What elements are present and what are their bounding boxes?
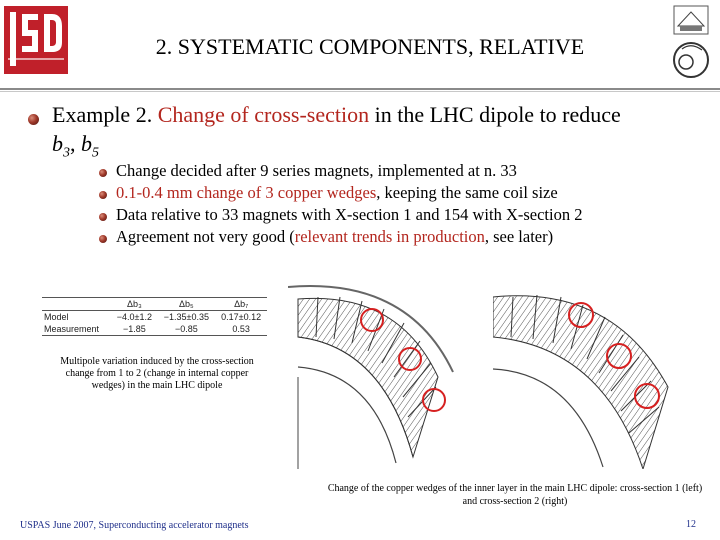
coil-cross-section-2-figure [493,277,713,469]
bullet-icon [28,114,39,125]
b3-symbol: $b_3$ [52,131,70,161]
coil-cross-section-1-figure [288,277,508,469]
table-row: Measurement −1.85 −0.85 0.53 [42,323,267,336]
title-divider-shadow [0,91,720,92]
bullet-icon [99,191,107,199]
page-number: 12 [686,519,696,530]
figure-caption: Change of the copper wedges of the inner layer in the main LHC dipole: cross-section 1 (left) and cross-section 2 (right) [327,483,703,507]
sub-bullet-1: Change decided after 9 series magnets, implemented at n. 33 [116,161,517,180]
footer-text: USPAS June 2007, Superconducting accelerator magnets [20,520,249,531]
title-divider [0,88,720,90]
bullet-icon [99,213,107,221]
b5-symbol: $b_5$ [81,131,99,161]
main-bullet-part3: in the LHC dipole to reduce [369,102,621,127]
bullet-icon [99,235,107,243]
sub-bullet-4: Agreement not very good (relevant trends in production, see later) [116,227,554,246]
bullet-icon [99,169,107,177]
table-caption: Multipole variation induced by the cross-section change from 1 to 2 (change in internal copper wedges) in the main LHC dipole [60,356,254,391]
multipole-table: Δb₃ Δb₅ Δb₇ Model −4.0±1.2 −1.35±0.35 0.17±0.12 Measurement −1.85 −0.85 0.53 [42,297,267,344]
main-bullet-part1: Example 2. [52,102,158,127]
slide-title: 2. SYSTEMATIC COMPONENTS, RELATIVE [155,34,585,59]
sub-bullet-3: Data relative to 33 magnets with X-section 1 and 154 with X-section 2 [116,205,583,224]
table-row: Model −4.0±1.2 −1.35±0.35 0.17±0.12 [44,312,262,322]
main-bullet-text: Example 2. Change of cross-section in the LHC dipole to reduce $b_3$, $b_5$ [52,102,621,161]
sub-bullet-2: 0.1-0.4 mm change of 3 copper wedges, keeping the same coil size [116,183,558,202]
main-bullet-highlight: Change of cross-section [157,102,370,127]
